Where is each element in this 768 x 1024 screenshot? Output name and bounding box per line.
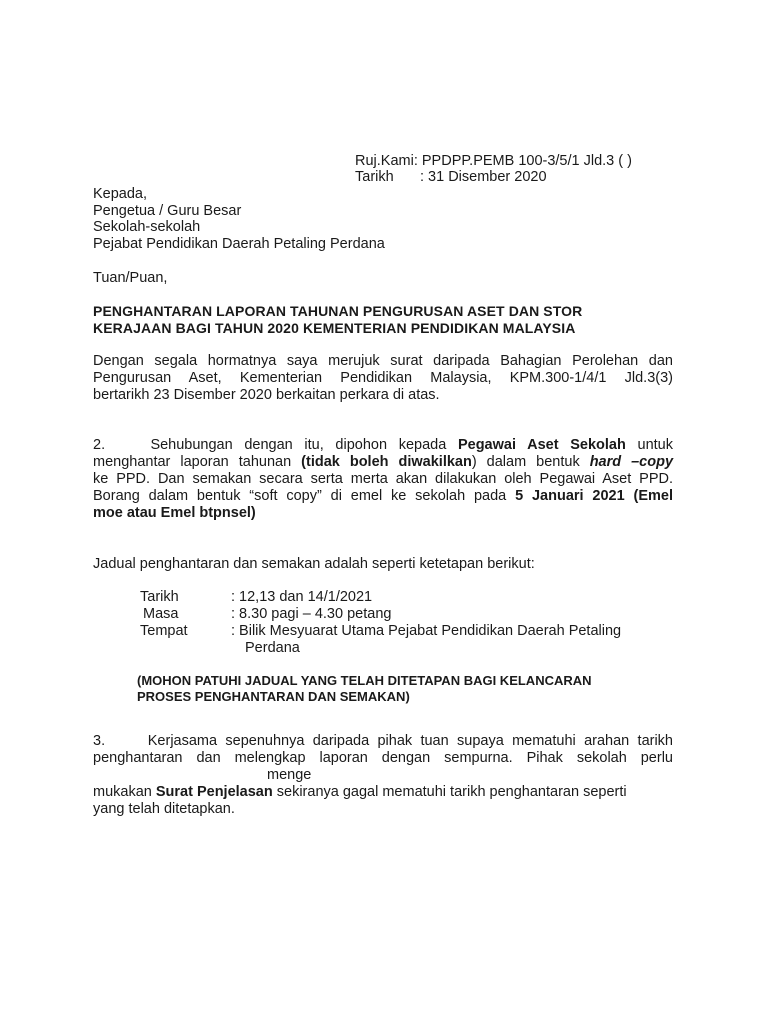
schedule-intro: Jadual penghantaran dan semakan adalah seperti ketetapan berikut: bbox=[93, 556, 535, 572]
paragraph-2 bbox=[93, 437, 673, 522]
notice-line2: PROSES PENGHANTARAN DAN SEMAKAN) bbox=[137, 689, 410, 704]
schedule-value-continued: Perdana bbox=[245, 640, 300, 656]
highlight-tidak-boleh: (tidak boleh diwakilkan bbox=[301, 454, 472, 470]
paragraph-2-line: menghantar laporan tahunan (tidak boleh diwakilkan) dalam bentuk hard –copy bbox=[93, 454, 674, 470]
highlight-surat-penjelasan: Surat Penjelasan bbox=[155, 784, 273, 800]
date-value: : 31 Disember 2020 bbox=[420, 169, 547, 185]
paragraph-3-continued bbox=[93, 784, 661, 818]
highlight-hard-copy: hard –copy bbox=[589, 454, 674, 470]
paragraph-number: 3. bbox=[93, 733, 106, 749]
recipient-line: Pejabat Pendidikan Daerah Petaling Perdana bbox=[93, 236, 385, 252]
paragraph-1 bbox=[93, 353, 673, 404]
paragraph-3 bbox=[93, 733, 673, 767]
paragraph-3-line: yang telah ditetapkan. bbox=[93, 801, 235, 817]
paragraph-2-line: 2. Sehubungan dengan itu, dipohon kepada Pegawai Aset Sekolah untuk bbox=[93, 437, 673, 453]
recipient-to: Kepada, bbox=[93, 186, 148, 202]
paragraph-1-line: Dengan segala hormatnya saya merujuk surat daripada Bahagian Perolehan dan bbox=[93, 353, 673, 369]
schedule-value: : 8.30 pagi – 4.30 petang bbox=[231, 606, 392, 622]
recipient-line: Sekolah-sekolah bbox=[93, 219, 201, 235]
paragraph-number: 2. bbox=[93, 437, 106, 453]
greeting: Tuan/Puan, bbox=[93, 270, 168, 286]
schedule-label: Tempat bbox=[140, 623, 188, 639]
paragraph-3-line: penghantaran dan melengkap laporan dengan sempurna. Pihak sekolah perlu bbox=[93, 750, 673, 766]
paragraph-2-line: ke PPD. Dan semakan secara serta merta akan dilakukan oleh Pegawai Aset PPD. bbox=[93, 471, 673, 487]
schedule-value: : Bilik Mesyuarat Utama Pejabat Pendidikan Daerah Petaling bbox=[231, 623, 622, 639]
paragraph-2-line: Borang dalam bentuk “soft copy” di emel ke sekolah pada 5 Januari 2021 (Emel bbox=[93, 488, 673, 504]
paragraph-3-fragment: menge bbox=[267, 767, 312, 783]
letter-title-line2: KERAJAAN BAGI TAHUN 2020 KEMENTERIAN PENDIDIKAN MALAYSIA bbox=[93, 320, 576, 336]
paragraph-3-line: 3. Kerjasama sepenuhnya daripada pihak tuan supaya mematuhi arahan tarikh bbox=[93, 733, 673, 749]
schedule-value: : 12,13 dan 14/1/2021 bbox=[231, 589, 373, 605]
highlight-pegawai-aset: Pegawai Aset Sekolah bbox=[457, 437, 626, 453]
paragraph-1-line: bertarikh 23 Disember 2020 berkaitan perkara di atas. bbox=[93, 387, 440, 403]
notice-line1: (MOHON PATUHI JADUAL YANG TELAH DITETAPAN BAGI KELANCARAN bbox=[137, 673, 592, 688]
schedule-label: Tarikh bbox=[140, 589, 179, 605]
reference-number: Ruj.Kami: PPDPP.PEMB 100-3/5/1 Jld.3 ( ) bbox=[355, 153, 632, 169]
highlight-date: 5 Januari 2021 (Emel bbox=[515, 488, 673, 504]
schedule-label: Masa bbox=[143, 606, 179, 622]
date-label: Tarikh bbox=[355, 169, 394, 185]
letter-title-line1: PENGHANTARAN LAPORAN TAHUNAN PENGURUSAN ASET DAN STOR bbox=[93, 303, 583, 319]
paragraph-2-line: moe atau Emel btpnsel) bbox=[93, 505, 256, 521]
paragraph-3-line: mukakan Surat Penjelasan sekiranya gagal mematuhi tarikh penghantaran seperti bbox=[93, 784, 627, 800]
recipient-line: Pengetua / Guru Besar bbox=[93, 203, 242, 219]
paragraph-1-line: Pengurusan Aset, Kementerian Pendidikan Malaysia, KPM.300-1/4/1 Jld.3(3) bbox=[93, 370, 673, 386]
